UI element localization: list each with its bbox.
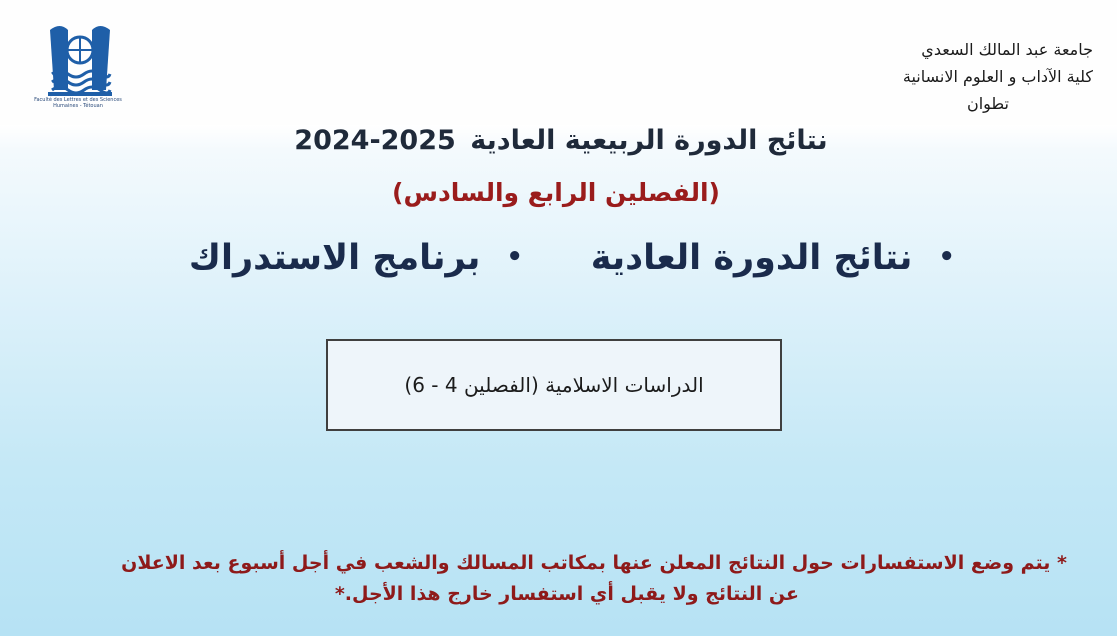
menu-item-catchup-program[interactable]	[189, 238, 523, 278]
menu-item-regular-results[interactable]	[591, 238, 955, 278]
institution-header	[903, 36, 1093, 117]
notice-line-1: * يتم وضع الاستفسارات حول النتائج المعلن عنها بمكاتب المسالك والشعب في أجل أسبوع بعد الاعلان	[121, 552, 1067, 574]
menu-item-label: برنامج الاستدراك	[188, 238, 481, 278]
bullet-icon: •	[506, 242, 523, 272]
inquiry-notice	[47, 548, 1067, 610]
logo-caption: Faculté des Lettres et des Sciences Humaines - Tétouan	[34, 97, 122, 109]
semesters-text: (الفصلين الرابع والسادس)	[392, 178, 720, 207]
title-year: 2024-2025	[294, 125, 456, 156]
title-text: نتائج الدورة الربيعية العادية	[470, 125, 828, 156]
page-title	[0, 125, 1117, 156]
university-name: جامعة عبد المالك السعدي	[921, 40, 1093, 59]
menu-item-label: نتائج الدورة العادية	[590, 238, 913, 278]
islamic-studies-button[interactable]	[326, 339, 782, 431]
notice-line-2: عن النتائج ولا يقبل أي استفسار خارج هذا الأجل.*	[334, 583, 799, 605]
program-button-label: الدراسات الاسلامية (الفصلين 4 - 6)	[404, 373, 704, 397]
semesters-subtitle	[0, 178, 1117, 207]
city-name: تطوان	[966, 94, 1009, 113]
faculty-name: كلية الآداب و العلوم الانسانية	[902, 67, 1093, 86]
bullet-icon: •	[938, 242, 955, 272]
results-menu	[0, 238, 1117, 292]
